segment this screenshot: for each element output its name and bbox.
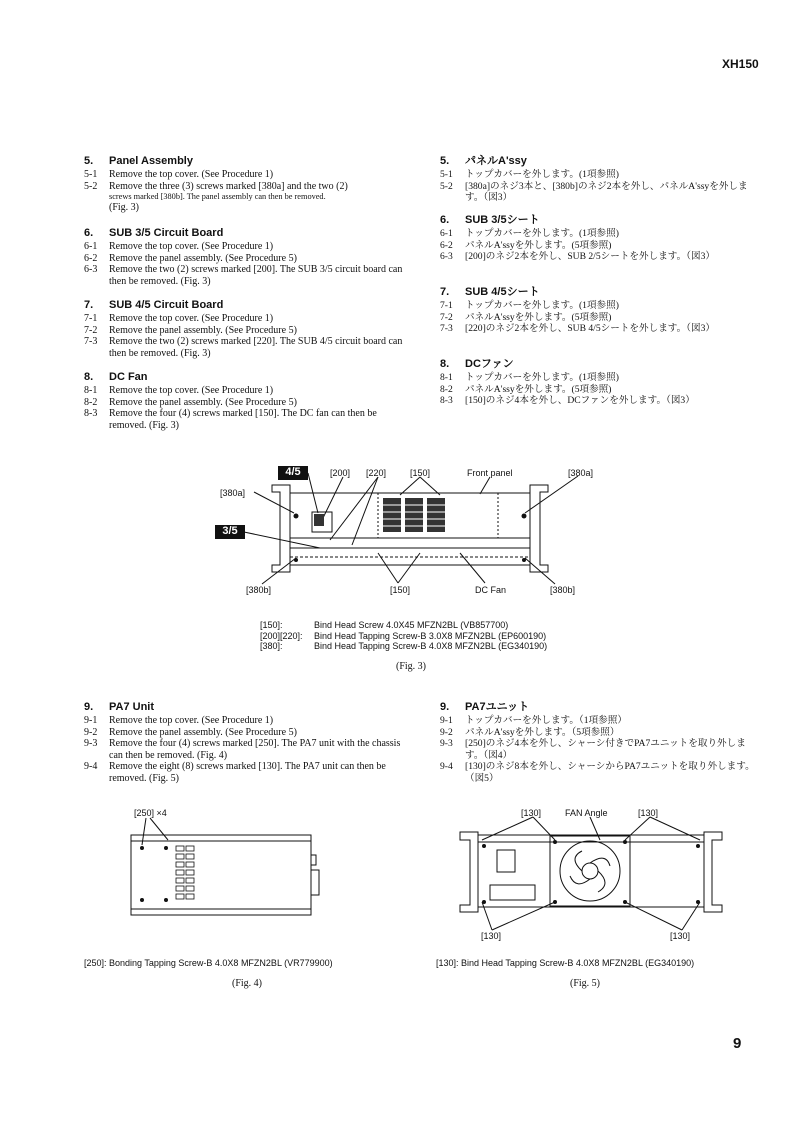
label-250: [250] ×4 xyxy=(134,808,167,818)
step-text: [130]のネジ8本を外し、シャーシからPA7ユニットを取り外します。（図5） xyxy=(465,761,755,784)
step-text: トップカバーを外します。(1項参照) xyxy=(465,372,619,383)
section-title: DCファン xyxy=(465,358,514,370)
step-number: 8-3 xyxy=(440,395,453,406)
step-text: Remove the top cover. (See Procedure 1) xyxy=(109,169,274,180)
step-text: [200]のネジ2本を外し、SUB 2/5シートを外します。（図3） xyxy=(465,251,716,262)
step-number: 7-1 xyxy=(440,300,453,311)
section-number: 6. xyxy=(84,227,94,239)
figure-4-caption: (Fig. 4) xyxy=(232,978,262,989)
step-number: 5-1 xyxy=(84,169,98,180)
step-text: トップカバーを外します。(1項参照) xyxy=(465,300,619,311)
figure-5-screw-note: [130]: Bind Head Tapping Screw-B 4.0X8 MFZN2BL (EG340190) xyxy=(436,958,695,968)
step-number: 8-1 xyxy=(440,372,453,383)
step-number: 6-1 xyxy=(84,241,98,252)
label-130-bottom-left: [130] xyxy=(481,931,502,941)
step-number: 9-3 xyxy=(84,738,98,749)
step-number: 9-4 xyxy=(440,761,453,772)
section-number: 9. xyxy=(440,701,450,713)
label-220: [220] xyxy=(366,468,387,478)
step-text: パネルA'ssyを外します。(5項参照) xyxy=(465,311,612,323)
step-number: 7-3 xyxy=(440,323,453,334)
section-number: 6. xyxy=(440,214,450,226)
section-number: 5. xyxy=(84,155,94,167)
step-text: [220]のネジ2本を外し、SUB 4/5シートを外します。（図3） xyxy=(465,323,716,334)
label-200: [200] xyxy=(330,468,351,478)
sub-3-5-tag: 3/5 xyxy=(215,525,245,539)
step-number: 5-1 xyxy=(440,169,453,180)
step-number: 5-2 xyxy=(84,180,98,192)
section-title: SUB 4/5 Circuit Board xyxy=(109,299,224,311)
step-text: トップカバーを外します。（1項参照） xyxy=(465,715,627,726)
model-number: XH150 xyxy=(722,57,759,71)
step-text: [380a]のネジ3本と、[380b]のネジ2本を外し、パネルA'ssyを外します。（図3） xyxy=(465,180,748,203)
label-150-top: [150] xyxy=(410,468,431,478)
step-text: (Fig. 3) xyxy=(109,202,139,213)
step-text: パネルA'ssyを外します。（5項参照） xyxy=(465,726,620,738)
step-text: Remove the top cover. (See Procedure 1) xyxy=(109,241,274,252)
step-number: 7-2 xyxy=(440,311,453,323)
step-text: [250]のネジ4本を外し、シャーシ付きでPA7ユニットを取り外します。（図4） xyxy=(465,738,746,761)
section-title: PA7ユニット xyxy=(465,701,530,713)
label-380b-right: [380b] xyxy=(550,585,576,595)
step-text: Remove the top cover. (See Procedure 1) xyxy=(109,385,274,396)
step-number: 7-2 xyxy=(84,324,98,336)
label-380a-left: [380a] xyxy=(220,488,246,498)
step-text: Remove the top cover. (See Procedure 1) xyxy=(109,715,274,726)
step-number: 8-1 xyxy=(84,385,98,396)
step-text: Remove the panel assembly. (See Procedure 5) xyxy=(109,726,297,738)
step-number: 7-3 xyxy=(84,336,98,347)
label-150-bottom: [150] xyxy=(390,585,411,595)
label-130-top-left: [130] xyxy=(521,808,542,818)
section-title: パネルA'ssy xyxy=(465,155,527,167)
section-number: 8. xyxy=(440,358,450,370)
step-text: Remove the three (3) screws marked [380a] and the two (2) xyxy=(109,180,348,192)
step-text: パネルA'ssyを外します。(5項参照) xyxy=(465,239,612,251)
section-number: 7. xyxy=(84,299,94,311)
step-number: 8-2 xyxy=(84,396,98,408)
sub-4-5-tag: 4/5 xyxy=(278,466,308,480)
step-number: 6-3 xyxy=(440,251,453,262)
section-title: DC Fan xyxy=(109,371,148,383)
label-dc-fan: DC Fan xyxy=(475,585,507,595)
legend-row: [380]: Bind Head Tapping Screw-B 4.0X8 MFZN2BL (EG340190) xyxy=(260,641,548,651)
section-title: Panel Assembly xyxy=(109,155,193,167)
step-number: 6-3 xyxy=(84,264,98,275)
step-number: 9-4 xyxy=(84,761,98,772)
step-number: 9-1 xyxy=(440,715,453,726)
step-text: Remove the four (4) screws marked [150]. The DC fan can then be removed. (Fig. 3) xyxy=(109,408,377,431)
step-number: 8-2 xyxy=(440,383,453,395)
label-130-bottom-right: [130] xyxy=(670,931,691,941)
step-number: 8-3 xyxy=(84,408,98,419)
label-front-panel: Front panel xyxy=(467,468,513,478)
label-380a-right: [380a] xyxy=(568,468,594,478)
section-title: SUB 3/5シート xyxy=(465,214,540,226)
step-text: screws marked [380b]. The panel assembly can then be removed. xyxy=(109,192,326,201)
figure-4-screw-note: [250]: Bonding Tapping Screw-B 4.0X8 MFZN2BL (VR779900) xyxy=(84,958,333,968)
step-text: Remove the panel assembly. (See Procedure 5) xyxy=(109,324,297,336)
label-130-top-right: [130] xyxy=(638,808,659,818)
page-number: 9 xyxy=(733,1035,742,1052)
step-number: 7-1 xyxy=(84,313,98,324)
section-number: 8. xyxy=(84,371,94,383)
section-number: 9. xyxy=(84,701,94,713)
step-text: トップカバーを外します。(1項参照) xyxy=(465,228,619,239)
step-number: 6-1 xyxy=(440,228,453,239)
step-text: トップカバーを外します。(1項参照) xyxy=(465,169,619,180)
label-fan-angle: FAN Angle xyxy=(565,808,608,818)
step-text: パネルA'ssyを外します。(5項参照) xyxy=(465,383,612,395)
section-number: 5. xyxy=(440,155,450,167)
legend-row: [150]: Bind Head Screw 4.0X45 MFZN2BL (VB857700) xyxy=(260,620,509,630)
step-text: Remove the top cover. (See Procedure 1) xyxy=(109,313,274,324)
step-number: 9-2 xyxy=(440,726,453,738)
step-number: 6-2 xyxy=(440,239,453,251)
step-number: 5-2 xyxy=(440,180,453,192)
section-title: PA7 Unit xyxy=(109,701,155,713)
step-number: 9-3 xyxy=(440,738,453,749)
step-text: Remove the eight (8) screws marked [130]. The PA7 unit can then be removed. (Fig. 5) xyxy=(109,761,386,784)
label-380b-left: [380b] xyxy=(246,585,272,595)
section-title: SUB 4/5シート xyxy=(465,286,540,298)
figure-5-caption: (Fig. 5) xyxy=(570,978,600,989)
step-number: 9-2 xyxy=(84,726,98,738)
legend-row: [200][220]: Bind Head Tapping Screw-B 3.0X8 MFZN2BL (EP600190) xyxy=(260,630,547,641)
step-text: Remove the two (2) screws marked [220]. The SUB 4/5 circuit board can then be removed. (Fig. 3) xyxy=(109,336,403,359)
step-text: Remove the panel assembly. (See Procedure 5) xyxy=(109,252,297,264)
step-text: [150]のネジ4本を外し、DCファンを外します。（図3） xyxy=(465,395,695,406)
step-number: 6-2 xyxy=(84,252,98,264)
section-number: 7. xyxy=(440,286,450,298)
step-text: Remove the panel assembly. (See Procedure 5) xyxy=(109,396,297,408)
step-text: Remove the four (4) screws marked [250]. The PA7 unit with the chassis can then be removed. (Fig. 4) xyxy=(109,738,401,761)
figure-3-caption: (Fig. 3) xyxy=(396,661,426,672)
section-title: SUB 3/5 Circuit Board xyxy=(109,227,224,239)
step-text: Remove the two (2) screws marked [200]. The SUB 3/5 circuit board can then be removed. (Fig. 3) xyxy=(109,264,403,287)
step-number: 9-1 xyxy=(84,715,98,726)
